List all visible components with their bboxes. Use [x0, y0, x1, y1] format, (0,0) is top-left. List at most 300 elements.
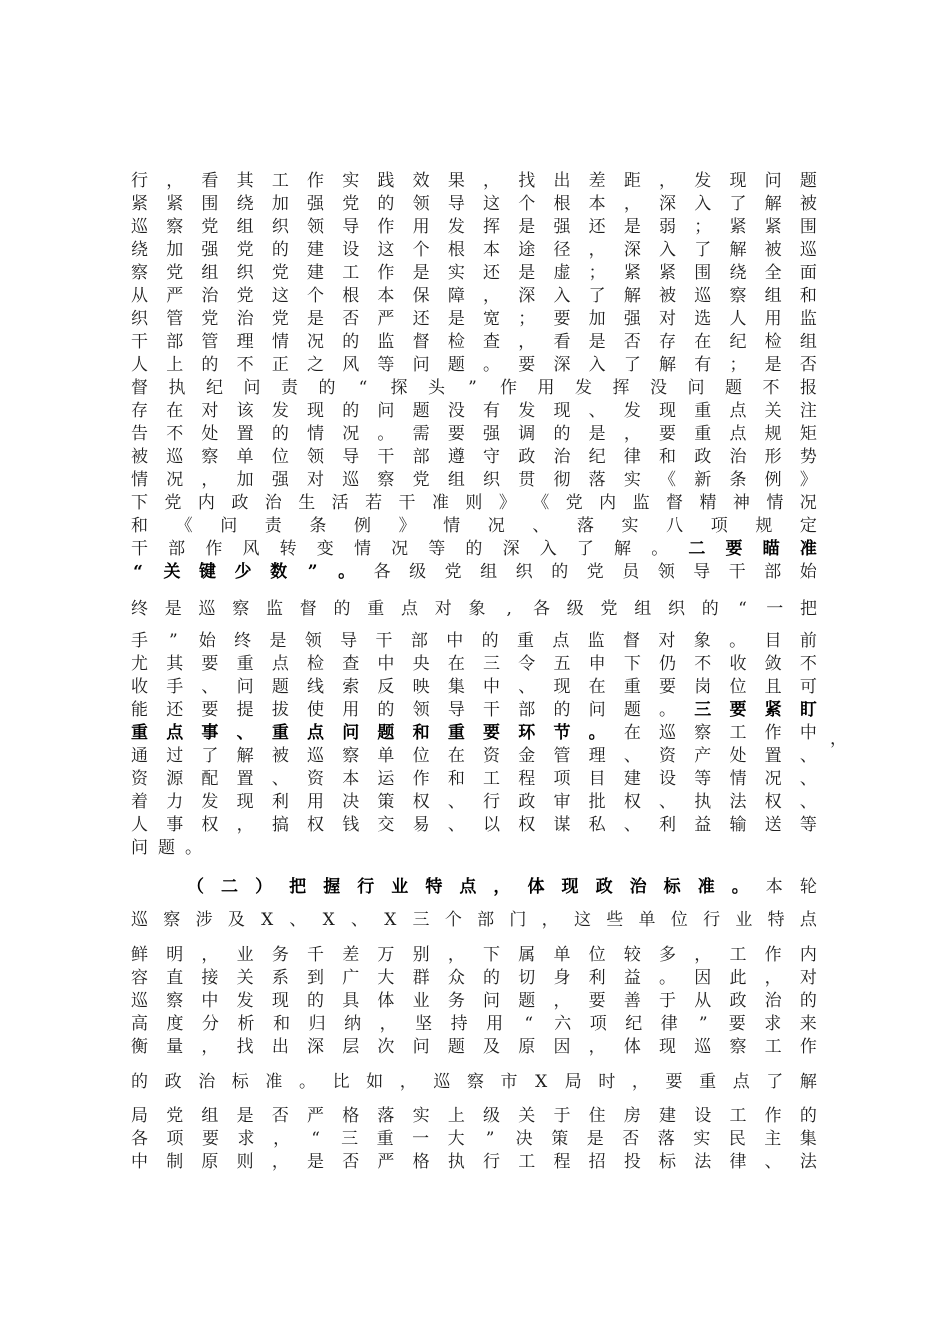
text-char: 资 — [131, 769, 148, 789]
text-char: 业 — [236, 945, 254, 965]
text-char: ， — [236, 815, 254, 835]
text-char: 要 — [725, 539, 743, 559]
text-char: ， — [694, 945, 712, 965]
text-char: 点 — [271, 654, 289, 674]
text-char: 是 — [623, 217, 641, 237]
text-char: 现 — [659, 1037, 677, 1057]
text-char: 上 — [447, 1106, 465, 1126]
text-char: 、 — [799, 746, 817, 766]
text-char: 源 — [166, 769, 184, 789]
text-char: 终 — [234, 631, 252, 651]
text-char: 、 — [588, 401, 606, 421]
text-char: 距 — [623, 171, 641, 191]
text-char: 拔 — [271, 700, 289, 720]
text-char: 党 — [164, 493, 182, 513]
text-char: 私 — [588, 815, 606, 835]
text-char: 以 — [483, 815, 501, 835]
text-char: 入 — [553, 286, 571, 306]
text-char: ， — [447, 945, 465, 965]
text-char: 实 — [342, 171, 360, 191]
text-char: 招 — [588, 1152, 606, 1172]
text-char: 的 — [342, 332, 360, 352]
text-char: 项 — [553, 769, 571, 789]
text-char: ， — [483, 171, 501, 191]
text-char: 管 — [166, 309, 184, 329]
text-char: 行 — [483, 792, 501, 812]
text-char: 现 — [271, 991, 289, 1011]
text-char: 的 — [481, 631, 499, 651]
text-char: 权 — [201, 815, 219, 835]
text-char: 导 — [340, 631, 358, 651]
text-char: ， — [518, 332, 536, 352]
text-char: 盯 — [799, 700, 817, 720]
text-char: 情 — [353, 539, 371, 559]
text-char: 党 — [565, 493, 583, 513]
text-char: 和 — [659, 447, 677, 467]
text-char: 巡 — [694, 286, 712, 306]
text-char: 察 — [131, 263, 148, 283]
text-char: 位 — [271, 447, 289, 467]
text-char: 精 — [699, 493, 717, 513]
text-char: 根 — [553, 194, 571, 214]
text-char: ” — [698, 1014, 708, 1034]
text-char: 握 — [323, 877, 341, 897]
text-char: 用 — [342, 700, 360, 720]
text-char: 导 — [447, 700, 465, 720]
text-char: 没 — [650, 378, 667, 398]
text-char: 度 — [166, 1014, 184, 1034]
text-line — [131, 492, 817, 515]
text-char: 对 — [307, 470, 325, 490]
text-line — [131, 1036, 817, 1059]
text-char: 法 — [799, 1152, 817, 1172]
text-char: 各 — [373, 562, 391, 582]
text-line — [131, 1105, 817, 1128]
text-char: 法 — [694, 1152, 712, 1172]
text-char: 利 — [271, 792, 289, 812]
text-char: X — [261, 910, 274, 930]
text-line — [131, 331, 817, 354]
text-char: 敛 — [764, 654, 782, 674]
text-char: 察 — [166, 991, 184, 1011]
text-char: 谋 — [553, 815, 571, 835]
text-char: 住 — [588, 1106, 606, 1126]
text-char: ， — [399, 1072, 417, 1092]
text-char: 、 — [532, 516, 550, 536]
text-char: 政 — [518, 792, 536, 812]
text-char: 来 — [799, 1014, 817, 1034]
text-char: 审 — [553, 792, 571, 812]
text-char: 交 — [377, 815, 395, 835]
text-char: 鲜 — [131, 945, 148, 965]
text-char: 设 — [694, 1106, 712, 1126]
text-char: 仍 — [659, 654, 677, 674]
text-char: 题 — [271, 677, 289, 697]
text-char: 情 — [729, 769, 747, 789]
text-char: 实 — [623, 470, 641, 490]
text-char: 督 — [623, 631, 641, 651]
text-char: 现 — [561, 877, 579, 897]
text-char: 干 — [398, 493, 416, 513]
text-char: 于 — [553, 1106, 571, 1126]
text-char: 报 — [800, 378, 817, 398]
text-char: 是 — [588, 332, 606, 352]
text-char: 部 — [168, 539, 186, 559]
text-char: 、 — [350, 910, 368, 930]
text-char: 出 — [553, 171, 571, 191]
text-char: 益 — [694, 815, 712, 835]
text-char: 重 — [447, 723, 465, 743]
text-char: 巡 — [131, 910, 148, 930]
text-char: 对 — [658, 631, 676, 651]
text-line — [131, 791, 817, 814]
text-char: 此 — [729, 968, 747, 988]
text-line — [131, 653, 817, 676]
text-char: 围 — [201, 194, 219, 214]
text-char: 工 — [271, 171, 289, 191]
text-char: 紧 — [764, 700, 782, 720]
text-char: 求 — [764, 1014, 782, 1034]
text-char: 治 — [553, 447, 571, 467]
text-line — [131, 469, 817, 492]
text-char: 部 — [410, 631, 428, 651]
text-char: 没 — [447, 401, 465, 421]
text-char: 钱 — [342, 815, 360, 835]
text-char: 围 — [799, 217, 817, 237]
text-char: 况 — [391, 539, 409, 559]
text-char: 是 — [307, 309, 325, 329]
text-char: 探 — [390, 378, 408, 398]
text-char: 解 — [799, 1072, 817, 1092]
text-line — [131, 216, 817, 239]
text-char: 现 — [236, 792, 254, 812]
text-char: 加 — [588, 309, 606, 329]
text-char: 对 — [201, 401, 219, 421]
text-char: 察 — [694, 723, 712, 743]
text-char: “ — [133, 562, 143, 582]
text-char: 强 — [483, 424, 501, 444]
text-char: 衡 — [131, 1037, 148, 1057]
text-char: 行 — [703, 910, 721, 930]
text-char: 的 — [307, 991, 325, 1011]
text-char: 形 — [764, 447, 782, 467]
text-char: 察 — [166, 217, 184, 237]
text-char: 集 — [447, 677, 465, 697]
text-char: 不 — [236, 355, 254, 375]
text-char: 巡 — [433, 1072, 451, 1092]
text-char: 党 — [342, 194, 360, 214]
text-char: 涉 — [195, 910, 213, 930]
text-char: 多 — [659, 945, 677, 965]
text-char: 的 — [553, 424, 571, 444]
text-char: 、 — [271, 769, 289, 789]
text-char: 入 — [539, 539, 557, 559]
text-char: 弱 — [659, 217, 677, 237]
text-char: 治 — [629, 877, 647, 897]
text-char: 正 — [271, 355, 289, 375]
text-char: 题 — [799, 171, 817, 191]
text-char: 织 — [131, 309, 148, 329]
text-char: 强 — [623, 309, 641, 329]
text-char: 要 — [202, 1129, 220, 1149]
text-char: ， — [271, 1152, 289, 1172]
text-char: 映 — [412, 677, 430, 697]
text-char: 广 — [342, 968, 360, 988]
text-char: 例 — [353, 516, 371, 536]
text-char: 问 — [412, 1037, 430, 1057]
text-char: 了 — [694, 240, 712, 260]
text-char: 准 — [265, 1072, 283, 1092]
text-line — [131, 561, 817, 584]
text-char: 重 — [623, 677, 641, 697]
text-char: 途 — [518, 240, 536, 260]
text-char: 易 — [412, 815, 430, 835]
text-char: 织 — [668, 599, 685, 619]
text-char: 作 — [377, 263, 395, 283]
text-char: 较 — [623, 945, 641, 965]
text-char: ” — [468, 378, 477, 398]
text-char: 纪 — [206, 378, 223, 398]
text-char: 政 — [518, 447, 536, 467]
text-char: 终 — [131, 599, 148, 619]
text-char: 在 — [447, 746, 465, 766]
text-char: 轮 — [799, 877, 817, 897]
text-char: 出 — [271, 1037, 289, 1057]
text-char: 巡 — [131, 991, 148, 1011]
text-char: 要 — [201, 700, 219, 720]
text-char: 行 — [357, 877, 375, 897]
text-char: 风 — [342, 355, 360, 375]
text-char: 的 — [799, 1106, 817, 1126]
text-char: 些 — [606, 910, 624, 930]
text-char: 新 — [694, 470, 712, 490]
text-char: 围 — [694, 263, 712, 283]
text-char: 发 — [518, 401, 536, 421]
text-char: 检 — [447, 332, 465, 352]
text-char: 八 — [666, 516, 684, 536]
text-char: 党 — [586, 562, 604, 582]
text-char: 配 — [201, 769, 219, 789]
text-char: 作 — [764, 723, 782, 743]
text-char: 少 — [234, 562, 252, 582]
text-char: 解 — [764, 194, 782, 214]
text-char: 键 — [199, 562, 217, 582]
text-char: 发 — [623, 401, 641, 421]
text-char: 题 — [725, 378, 742, 398]
text-char: 还 — [588, 217, 606, 237]
text-char: 要 — [201, 654, 219, 674]
text-char: 在 — [447, 654, 465, 674]
paragraph-line — [131, 598, 817, 621]
text-char: 民 — [728, 1129, 746, 1149]
text-char: 问 — [412, 355, 430, 375]
text-char: 组 — [634, 599, 652, 619]
text-char: 深 — [553, 355, 571, 375]
text-char: 资 — [659, 746, 677, 766]
text-char: 要 — [588, 991, 606, 1011]
text-char: 紧 — [659, 263, 677, 283]
text-char: 织 — [483, 470, 501, 490]
text-char: 身 — [553, 968, 571, 988]
text-char: ， — [493, 877, 511, 897]
text-char: 根 — [342, 286, 360, 306]
text-char: ， — [379, 1014, 397, 1034]
text-char: 事 — [166, 815, 184, 835]
text-char: 解 — [236, 746, 254, 766]
text-char: 生 — [298, 493, 316, 513]
text-char: 始 — [198, 631, 216, 651]
text-char: 纪 — [625, 1014, 643, 1034]
text-char: 势 — [799, 447, 817, 467]
text-char: 下 — [623, 654, 641, 674]
text-char: 及 — [227, 910, 245, 930]
text-char: 个 — [444, 910, 462, 930]
text-char: 策 — [551, 1129, 569, 1149]
text-char: 时 — [598, 1072, 616, 1092]
text-char: 责 — [281, 378, 298, 398]
text-char: 在 — [623, 723, 641, 743]
text-char: 落 — [576, 516, 594, 536]
text-char: 面 — [799, 263, 817, 283]
text-char: 本 — [765, 877, 783, 897]
text-char: 解 — [729, 240, 747, 260]
text-char: 、 — [236, 723, 254, 743]
paragraph-industry — [131, 944, 817, 1059]
text-char: 等 — [428, 539, 446, 559]
text-char: 问 — [243, 378, 261, 398]
text-char: 量 — [166, 1037, 184, 1057]
text-char: 紧 — [131, 194, 148, 214]
text-char: 《 — [659, 470, 677, 490]
text-char: 导 — [342, 217, 360, 237]
text-char: 巡 — [694, 1037, 712, 1057]
text-char: ， — [541, 910, 559, 930]
text-char: 治 — [264, 493, 282, 513]
text-char: 条 — [729, 470, 747, 490]
text-char: 强 — [307, 194, 325, 214]
text-char: 否 — [342, 309, 360, 329]
text-char: 数 — [270, 562, 288, 582]
text-char: 察 — [201, 447, 219, 467]
text-char: 准 — [431, 493, 449, 513]
text-char: 局 — [564, 1072, 582, 1092]
text-char: 之 — [307, 355, 325, 375]
text-char: 》 — [398, 516, 416, 536]
text-char: 点 — [729, 401, 747, 421]
text-char: 行 — [483, 1152, 501, 1172]
text-char: 彻 — [553, 470, 571, 490]
text-char: 通 — [131, 746, 148, 766]
text-char: 工 — [729, 723, 747, 743]
text-char: 的 — [799, 991, 817, 1011]
text-char: 用 — [412, 217, 430, 237]
text-char: 被 — [659, 286, 677, 306]
text-line — [131, 538, 817, 561]
text-char: 要 — [483, 723, 501, 743]
text-char: ； — [518, 309, 536, 329]
text-char: 保 — [412, 286, 430, 306]
text-char: 政 — [694, 447, 712, 467]
text-char: 中 — [377, 654, 395, 674]
text-char: 了 — [729, 194, 747, 214]
text-char: 被 — [799, 194, 817, 214]
text-char: 用 — [764, 309, 782, 329]
text-char: 治 — [729, 447, 747, 467]
text-char: 置 — [236, 424, 254, 444]
text-char: 。 — [588, 723, 606, 743]
text-char: 。 — [659, 700, 677, 720]
text-char: ， — [588, 240, 606, 260]
text-char: 业 — [391, 877, 409, 897]
text-char: 工 — [483, 769, 501, 789]
text-char: 检 — [307, 654, 325, 674]
text-char: 纪 — [729, 332, 747, 352]
text-char: 题 — [412, 401, 430, 421]
text-char: 二 — [688, 539, 706, 559]
text-char: 情 — [443, 516, 461, 536]
text-char: 大 — [447, 1129, 465, 1149]
text-char: 其 — [166, 654, 184, 674]
text-char: 是 — [236, 1106, 254, 1126]
text-char: 益 — [623, 968, 641, 988]
text-char: 利 — [659, 815, 677, 835]
text-char: 作 — [799, 1037, 817, 1057]
text-char: 强 — [553, 217, 571, 237]
text-char: 标 — [231, 1072, 249, 1092]
text-char: 巡 — [659, 723, 677, 743]
text-char: 规 — [764, 424, 782, 444]
text-char: 前 — [799, 631, 817, 651]
text-char: 是 — [586, 1129, 604, 1149]
text-char: 否 — [799, 355, 817, 375]
text-char: 发 — [201, 792, 219, 812]
text-char: 执 — [447, 1152, 465, 1172]
text-char: 目 — [764, 631, 782, 651]
text-char: 可 — [799, 677, 817, 697]
text-char: 原 — [201, 1152, 219, 1172]
text-char: 特 — [767, 910, 785, 930]
text-char: 始 — [799, 562, 817, 582]
text-char: 严 — [377, 1152, 395, 1172]
text-char: 投 — [623, 1152, 641, 1172]
text-char: 单 — [638, 910, 656, 930]
text-char: 政 — [231, 493, 249, 513]
text-char: 现 — [659, 401, 677, 421]
text-char: 内 — [599, 493, 617, 513]
text-char: 事 — [201, 723, 219, 743]
text-char: 问 — [220, 516, 238, 536]
text-char: 体 — [377, 991, 395, 1011]
text-char: 该 — [236, 401, 254, 421]
text-char: 查 — [483, 332, 501, 352]
text-char: ” — [169, 631, 178, 651]
text-char: 督 — [666, 493, 683, 513]
text-char: 组 — [236, 217, 254, 237]
text-char: 内 — [799, 945, 817, 965]
text-char: 党 — [444, 562, 462, 582]
text-char: 点 — [732, 1072, 750, 1092]
text-char: 能 — [131, 700, 148, 720]
text-char: 送 — [764, 815, 782, 835]
text-char: 建 — [307, 263, 325, 283]
text-char: 题 — [447, 1037, 465, 1057]
text-char: ； — [588, 263, 606, 283]
text-char: 点 — [552, 631, 570, 651]
text-char: 、 — [447, 792, 465, 812]
text-char: 的 — [342, 401, 360, 421]
text-char: 权 — [518, 815, 536, 835]
text-char: 、 — [659, 792, 677, 812]
